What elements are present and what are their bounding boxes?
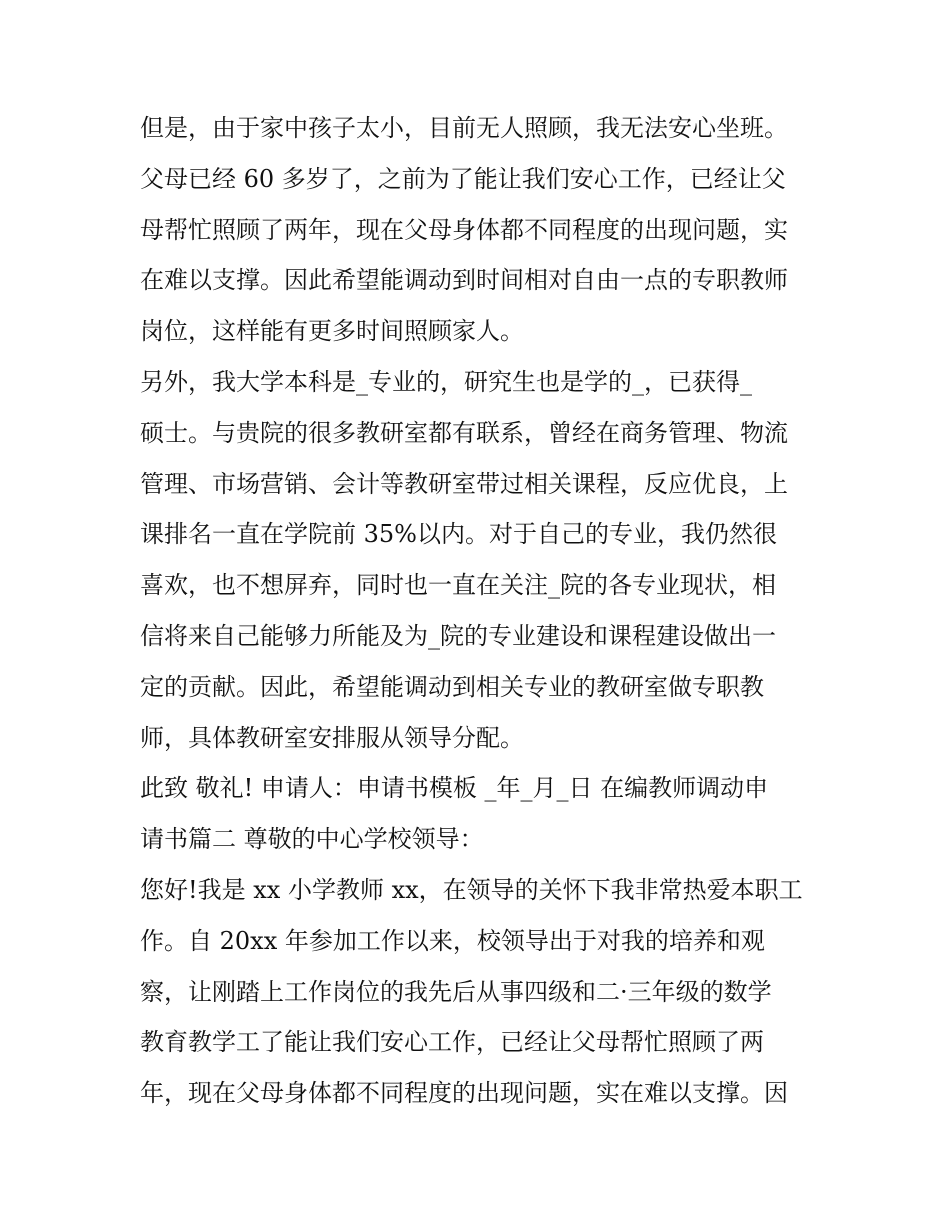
text-line: 喜欢，也不想屏弃，同时也一直在关注_院的各专业现状，相 [140,571,776,600]
text-line: 您好!我是 xx 小学教师 xx，在领导的关怀下我非常热爱本职工 [140,875,803,904]
text-line: 但是，由于家中孩子太小，目前无人照顾，我无法安心坐班。 [140,114,788,142]
text-line: 请书篇二 尊敬的中心学校领导： [140,825,484,854]
text-line: 师，具体教研室安排服从领导分配。 [140,723,524,752]
text-line: 作。自 20xx 年参加工作以来，校领导出于对我的培养和观 [140,926,765,955]
text-line: 管理、市场营销、会计等教研室带过相关课程，反应优良，上 [140,469,788,498]
text-line: 察，让刚踏上工作岗位的我先后从事四级和二·三年级的数学 [140,977,772,1006]
text-line: 年，现在父母身体都不同程度的出现问题，实在难以支撑。因 [140,1079,788,1108]
text-line: 另外，我大学本科是_专业的，研究生也是学的_，已获得_ [140,367,752,396]
text-line: 母帮忙照顾了两年，现在父母身体都不同程度的出现问题，实 [140,215,788,244]
text-line: 此致 敬礼! 申请人：申请书模板 _年_月_日 在编教师调动申 [140,774,769,803]
text-line: 教育教学工了能让我们安心工作，已经让父母帮忙照顾了两 [140,1028,764,1057]
document-body [140,103,820,1119]
text-line: 课排名一直在学院前 35%以内。对于自己的专业，我仍然很 [140,520,777,549]
text-line: 岗位，这样能有更多时间照顾家人。 [140,317,524,346]
text-line: 信将来自己能够力所能及为_院的专业建设和课程建设做出一 [140,621,776,650]
text-line: 硕士。与贵院的很多教研室都有联系，曾经在商务管理、物流 [140,418,788,447]
text-line: 在难以支撑。因此希望能调动到时间相对自由一点的专职教师 [140,266,788,295]
text-line: 定的贡献。因此，希望能调动到相关专业的教研室做专职教 [140,672,764,701]
text-line: 父母已经 60 多岁了，之前为了能让我们安心工作，已经让父 [140,164,786,193]
